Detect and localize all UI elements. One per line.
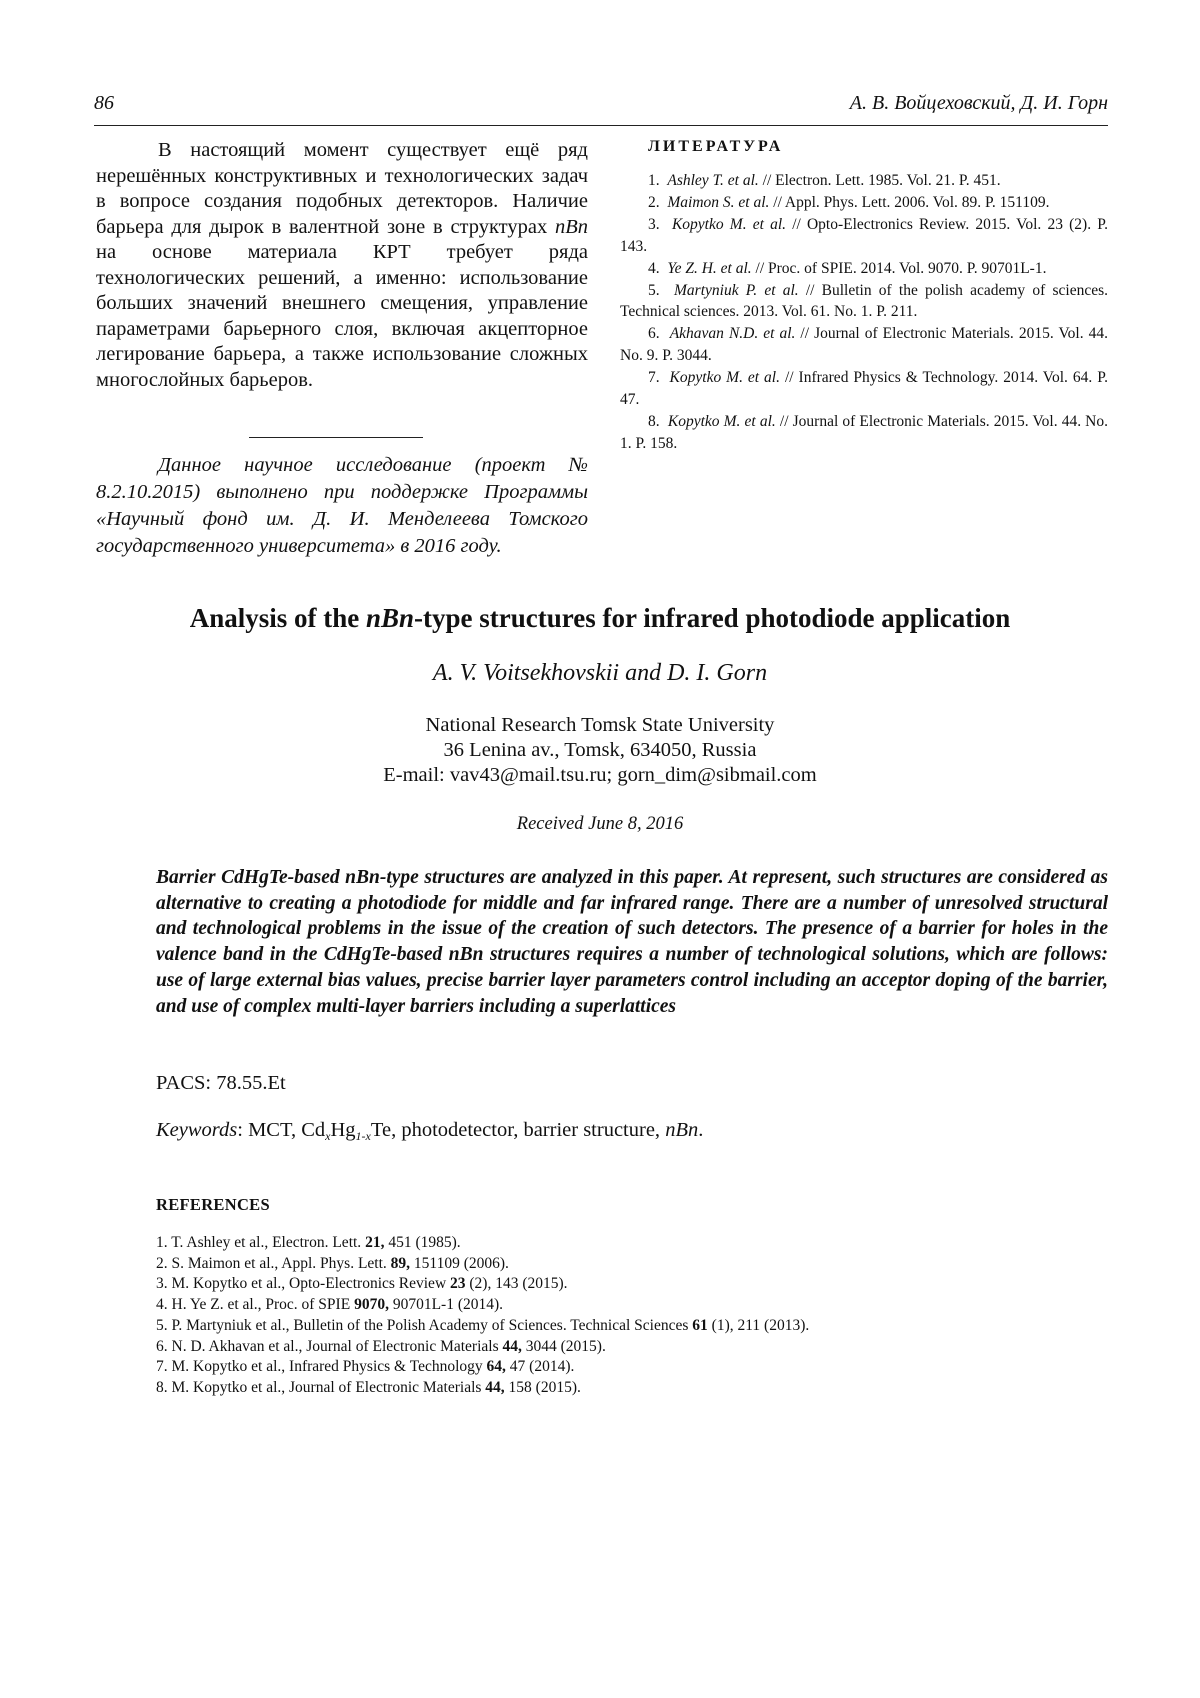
reference-volume: 64, [486, 1358, 506, 1376]
literature-item-authors: Martyniuk P. et al. [674, 281, 799, 299]
literature-item [620, 323, 1108, 367]
reference-item [156, 1337, 809, 1358]
abstract: Barrier CdHgTe-based nBn-type structures are analyzed in this paper. At represent, such structures are considered as alternative to creating a photodiode for middle and far infrared range. There are a number of unresolved structural and technological problems in the issue of the creation of such detectors. The presence of a barrier for holes in the valence band in the CdHgTe-based nBn structures requires a number of technological solutions, which are follows: use of large external bias values, precise barrier layer parameters control including an acceptor doping of the barrier, and use of complex multi-layer barriers including a superlattices [156, 867, 1108, 1017]
header-rule [94, 125, 1108, 126]
reference-volume: 89, [390, 1254, 411, 1272]
references-title: REFERENCES [156, 1195, 270, 1214]
literature-item [620, 192, 1108, 214]
literature-item-authors: Kopytko M. et al. [667, 412, 776, 430]
affiliation-email: E-mail: vav43@mail.tsu.ru; gorn_dim@sibmail.com [383, 764, 817, 786]
reference-pages-year: 451 (1985). [384, 1234, 461, 1251]
literature-item [620, 214, 1108, 258]
reference-volume: 21, [365, 1234, 385, 1251]
literature-item-number: 1. [648, 172, 660, 189]
russian-paragraph [96, 138, 588, 393]
reference-pages-year: 158 (2015). [504, 1378, 581, 1396]
literature-item-number: 2. [648, 193, 660, 211]
reference-text: 8. M. Kopytko et al., Journal of Electronic Materials [156, 1378, 486, 1396]
literature-item-source: // Journal of Electronic Materials. 2015. Vol. 44. No. 9. P. 3044. [620, 325, 1108, 365]
reference-pages-year: 151109 (2006). [410, 1254, 509, 1272]
reference-text: 1. T. Ashley et al., Electron. Lett. [156, 1234, 366, 1251]
reference-text: 2. S. Maimon et al., Appl. Phys. Lett. [156, 1254, 391, 1272]
literature-item-source: // Proc. of SPIE. 2014. Vol. 9070. P. 90701L-1. [751, 259, 1047, 277]
title-end: -type structures for infrared photodiode application [414, 603, 1011, 633]
reference-volume: 23 [450, 1275, 466, 1293]
reference-pages-year: (1), 211 (2013). [707, 1316, 810, 1334]
literature-item-authors: Ye Z. H. et al. [667, 259, 752, 277]
literature-item-source: // Electron. Lett. 1985. Vol. 21. P. 451. [758, 172, 1001, 189]
affiliation-address: 36 Lenina av., Tomsk, 634050, Russia [443, 739, 757, 761]
reference-volume: 61 [692, 1316, 708, 1334]
paragraph-text-start: В настоящий момент существует ещё ряд нерешённых конструктивных и технологических задач в вопросе создания подобных детекторов. Наличие барьера для дырок в валентной зоне в структурах [96, 139, 588, 238]
literature-item-source: // Bulletin of the polish academy of sciences. Technical sciences. 2013. Vol. 61. No. 1. P. 211. [620, 281, 1108, 321]
reference-volume: 44, [502, 1337, 522, 1355]
literature-item-number: 3. [648, 215, 660, 233]
page-number: 86 [94, 92, 114, 114]
literature-item-number: 6. [648, 325, 660, 343]
literature-item-source: // Opto-Electronics Review. 2015. Vol. 23 (2). P. 143. [620, 215, 1109, 255]
literature-item-number: 4. [648, 259, 660, 277]
literature-item [620, 367, 1108, 411]
reference-item [156, 1357, 809, 1378]
reference-pages-year: (2), 143 (2015). [465, 1275, 568, 1293]
reference-item [156, 1316, 809, 1337]
references-list [156, 1233, 809, 1399]
keywords-hg: Hg [330, 1119, 356, 1141]
keywords-end: . [698, 1119, 704, 1141]
literature-title: ЛИТЕРАТУРА [648, 138, 784, 155]
reference-item [156, 1378, 809, 1399]
keywords-label: Keywords [156, 1119, 238, 1141]
funding-text: Данное научное исследование (проект № 8.2.10.2015) выполнено при поддержке Программы «Научный фонд им. Д. И. Менделеева Томского государственного университета» в 2016 году. [96, 454, 588, 557]
keywords-rest: Te, photodetector, barrier structure, [370, 1119, 666, 1141]
literature-list [620, 170, 1108, 455]
footnote-separator [249, 437, 423, 438]
russian-body-column [96, 138, 588, 393]
reference-item [156, 1295, 809, 1316]
literature-item-number: 8. [648, 412, 660, 430]
literature-item-source: // Journal of Electronic Materials. 2015. Vol. 44. No. 1. P. 158. [620, 412, 1109, 452]
reference-text: 4. H. Ye Z. et al., Proc. of SPIE [156, 1296, 355, 1314]
keywords-nbn: nBn [665, 1119, 699, 1141]
running-header-authors: А. В. Войцеховский, Д. И. Горн [849, 92, 1108, 114]
pacs-code: PACS: 78.55.Et [156, 1072, 286, 1094]
literature-item-source: // Appl. Phys. Lett. 2006. Vol. 89. P. 151109. [769, 193, 1050, 211]
literature-column [620, 138, 1108, 455]
reference-volume: 44, [485, 1378, 505, 1396]
reference-item [156, 1254, 809, 1275]
keywords-line [156, 1119, 703, 1144]
literature-item [620, 411, 1108, 455]
literature-item-authors: Akhavan N.D. et al. [669, 325, 796, 343]
reference-text: 7. M. Kopytko et al., Infrared Physics & Technology [156, 1358, 487, 1376]
paragraph-text-end: на основе материала КРТ требует ряда технологических решений, а именно: использование больших значений внешнего смещения, управление параметрами барьерного слоя, включая акцепторное легирование барьера, а также использование сложных многослойных барьеров. [96, 241, 588, 391]
affiliation-institution: National Research Tomsk State University [425, 714, 775, 736]
reference-pages-year: 90701L-1 (2014). [388, 1296, 504, 1314]
reference-volume: 9070, [354, 1296, 389, 1314]
reference-item [156, 1233, 809, 1254]
title-nbn-term: nBn [365, 603, 415, 633]
literature-item-source: // Infrared Physics & Technology. 2014. Vol. 64. P. 47. [620, 369, 1109, 409]
received-date: Received June 8, 2016 [516, 814, 684, 834]
reference-item [156, 1274, 809, 1295]
literature-item-authors: Kopytko M. et al. [669, 369, 780, 387]
keywords-start: : MCT, Cd [237, 1119, 326, 1141]
reference-text: 5. P. Martyniuk et al., Bulletin of the Polish Academy of Sciences. Technical Sciences [156, 1316, 693, 1334]
literature-item [620, 258, 1108, 280]
literature-item-authors: Maimon S. et al. [667, 193, 770, 211]
reference-pages-year: 3044 (2015). [521, 1337, 606, 1355]
literature-item-authors: Kopytko M. et al. [671, 215, 787, 233]
subscript-x: x [325, 1129, 331, 1143]
english-title [0, 603, 1200, 634]
english-authors: A. V. Voitsekhovskii and D. I. Gorn [432, 660, 768, 686]
reference-text: 6. N. D. Akhavan et al., Journal of Electronic Materials [156, 1337, 503, 1355]
literature-item-number: 5. [648, 281, 660, 299]
subscript-1-x: 1-x [355, 1129, 371, 1143]
title-start: Analysis of the [189, 603, 366, 633]
funding-note [96, 452, 588, 560]
literature-item [620, 170, 1108, 192]
reference-pages-year: 47 (2014). [505, 1358, 575, 1376]
reference-text: 3. M. Kopytko et al., Opto-Electronics Review [156, 1275, 451, 1293]
affiliation-block [0, 713, 1200, 788]
literature-item-authors: Ashley T. et al. [667, 172, 759, 189]
literature-item [620, 280, 1108, 324]
literature-item-number: 7. [648, 369, 660, 387]
paragraph-nbn-term: nBn [554, 215, 588, 238]
